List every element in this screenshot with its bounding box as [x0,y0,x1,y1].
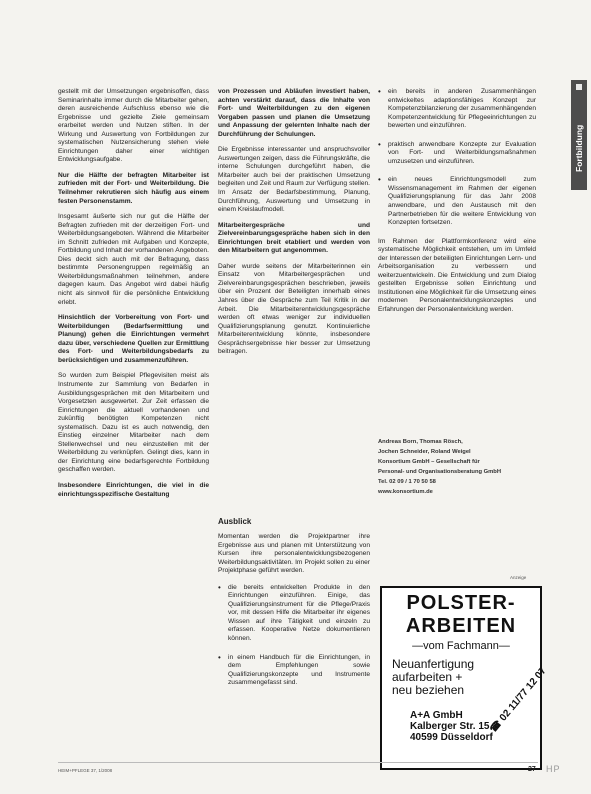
col3-bullet: • praktisch anwendbare Konzepte zur Evaluation von Fort- und Weiterbildungsmaßnahmen umzusetzen und einzuführen. [378,141,536,167]
ad-service-1: Neuanfertigung [392,657,475,671]
ad-headline-2: ARBEITEN [405,615,517,637]
author-line: Personal- und Organisationsberatung GmbH [378,469,502,475]
column-2 [218,88,370,568]
column-3 [378,88,536,428]
advertisement-label: Anzeige [510,575,527,580]
author-line: Tel. 02 09 / 1 70 50 58 [378,479,436,485]
column-1 [58,88,209,760]
ausblick-bullet: • in einem Handbuch für die Einrichtungen, in dem Empfehlungen sowie Qualifizierungskonzepte und Instrumente zusammengefasst sind. [218,654,370,688]
author-line: Andreas Born, Thomas Rösch, [378,439,463,445]
col2-paragraph: Mitarbeitergespräche und Zielvereinbarungsgespräche haben sich in den Einrichtungen breit etabliert und werden von den Mitarbeitern gut angenommen. [218,221,370,255]
ad-headline-1: POLSTER- [406,592,516,614]
ad-service-2: aufarbeiten + [392,670,463,684]
section-tab-label: Fortbildung [574,124,584,172]
col1-paragraph: Nur die Hälfte der befragten Mitarbeiter ist zufrieden mit der Fort- und Weiterbildung. Die Teilnehmer rekrutieren sich häufig aus einem festen Personenstamm. [58,171,209,205]
section-heading-ausblick: Ausblick [218,517,252,526]
author-line: www.konsortium.de [378,489,433,495]
author-block [378,437,538,497]
ad-city: 40599 Düsseldorf [410,732,493,743]
col3-bullet: • ein bereits in anderen Zusammenhängen entwickeltes adaptionsfähiges Konzept zur Kompetenzbilanzierung der zusammenhängenden Kompetenzentwicklung für Pflegeeinrichtungen zu bewerten und einzuführen. [378,88,536,131]
ausblick-bullet: • die bereits entwickelten Produkte in den Einrichtungen einzuführen. Einige, das Qualifizierungsinstrument für die Pflege/Praxis vor, mit dessen Hilfe die Mitarbeiter ihr eigenes Wissen auf ihre Tätigkeit und einzeln zu erfassen. Kooperative Netze dokumentieren können. [218,584,370,644]
col3-bullet: • ein neues Einrichtungsmodell zum Wissensmanagement im Rahmen der eigenen Qualifizierungsplanung für das Jahr 2008 anwendbare, und den Austausch mit den Partnerbetrieben für die weitere Entwicklung von Konzepten fortsetzen. [378,176,536,227]
footer-rule [58,762,538,763]
author-line: Konsortium GmbH – Gesellschaft für [378,459,480,465]
footer-issue: HEIM+PFLEGE 37, 1/2008 [58,768,113,773]
col1-paragraph: gestellt mit der Umsetzungen ergebnisoffen, dass Seminarinhalte immer durch die Mitarbeiter gehen, deren ausreichende Aufschluss ebenso wie die Ergebnisse und gezielte Ziele gemeinsam erarbeitet werden und Nutzen stiften. In der Wirkung und Auswertung von Fortbildungen zur systematischen Nutzensicherung stehen viele Einrichtungen daher einer wichtigen Entwicklungsaufgabe. [58,88,209,164]
author-line: Jochen Schneider, Roland Weigel [378,449,471,455]
ad-company: A+A GmbH [410,710,463,721]
ausblick-paragraph: Momentan werden die Projektpartner ihre Ergebnisse aus und planen mit Unterstützung von Kursen ihre personalentwicklungsbezogenen Weiterbildungsaktivitäten. Im Projekt sollen zu einer Projektphase geführt werden. [218,533,370,575]
col1-paragraph: Insgesamt äußerte sich nur gut die Hälfte der Befragten zufrieden mit der derzeitigen Fort- und Weiterbildungsangeboten. Während die Mitarbeiter im Schnitt zufrieden mit Aufgaben und Konzepte, Fortbildung und Inhalt der vorhandenen Angeboten. Dies deckt sich auch mit der Befragung, dass bestimmte Personengruppen regelmäßig an Weiterbildungsmaßnahmen teilnehmen, andere dagegen kaum. Das Angebot wird dabei häufig nicht als sinnvoll für die persönliche Entwicklung erlebt. [58,213,209,306]
col2-paragraph: Die Ergebnisse interessanter und anspruchsvoller Auswertungen zeigen, dass die Führungskräfte, die interne Schulungen durchgeführt haben, die Mitarbeiter auch bei der praktischen Umsetzung begleiten und Zeit und Raum zur Verfügung stellen. Im Ansatz der Bedarfsbestimmung, Planung, Durchführung, Auswertung und Umsetzung in einem Kreislaufmodell. [218,146,370,214]
ad-services [392,658,474,697]
section-marker-icon [576,84,582,90]
ad-street: Kalberger Str. 15 [410,721,490,732]
ad-service-3: neu beziehen [392,683,465,697]
col2-paragraph: von Prozessen und Abläufen investiert haben, achten verstärkt darauf, dass die Inhalte von Fort- und Weiterbildungen zu den eigenen Vorgaben passen und planen die Umsetzung und Anpassung der gelernten Inhalte nach der Durchführung der Schulungen. [218,88,370,138]
ad-address [410,710,493,743]
col1-paragraph: Hinsichtlich der Vorbereitung von Fort- und Weiterbildungen (Bedarfsermittlung und Planung) gehen die Einrichtungen vermehrt dazu über, verschiedene Quellen zur Ermittlung des Fort- und Weiterbildungsbedarfs zu berücksichtigen und zusammenzuführen. [58,314,209,364]
col2-paragraph: Daher wurde seitens der Mitarbeiterinnen ein Einsatz von Mitarbeitergesprächen und Zielvereinbarungsgesprächen beschrieben, jeweils über ein Prozent der Beteiligten innerhalb eines Jahres über die Gespräche zum Teil Kritik in der Arbeit. Die Mitarbeiterentwicklungsgespräche werden oft etwas weniger zur individuellen Qualifizierungsplanung genutzt. Kontinuierliche Mitarbeiterentwicklung könnte, insbesondere Gesprächsergebnisse hier besser zur Umsetzung beitragen. [218,262,370,356]
ad-tagline: —vom Fachmann— [412,640,510,652]
ausblick-body [218,533,370,698]
col1-paragraph: Insbesondere Einrichtungen, die viel in die einrichtungsspezifische Gestaltung [58,481,209,498]
section-tab [571,80,587,190]
ad-phone: ☎ 02 11/77 12 07 [488,665,549,736]
magazine-logo: HP [546,764,561,774]
col1-paragraph: So wurden zum Beispiel Pflegevisiten meist als Instrumente zur Sammlung von Bedarfen in Ausbildungsgesprächen mit den Mitarbeitern und Vorgesetzten ausgewertet. Zur Zeit erfassen die Einrichtungen die aktuell vorhandenen und zukünftig benötigten Kompetenzen nicht systematisch. Dazu ist es auch notwendig, den Einstieg einzelner Mitarbeiter nach dem Stellenwechsel und neu einzustellen mit der Weiterbildung zu verknüpfen. Gelingt dies, kann in der Einrichtung eine bedarfsgerechte Fortbildung geschaffen werden. [58,372,209,474]
advertisement-box [380,586,549,770]
col3-paragraph: Im Rahmen der Plattformkonferenz wird eine systematische Möglichkeit entstehen, um im Umfeld der Interessen der beteiligten Einrichtungen Lern- und Arbeitsorganisation zu verbessern und weiterzuentwickeln. Die Entwicklung und zum Dialog gestellten Ergebnisse sollen Einrichtung und Institutionen eine Möglichkeit für die Umsetzung eines modernen Personalentwicklungskonzeptes und Erfahrungen der Personalentwicklung werden. [378,237,536,314]
page-number: 27 [528,766,536,773]
